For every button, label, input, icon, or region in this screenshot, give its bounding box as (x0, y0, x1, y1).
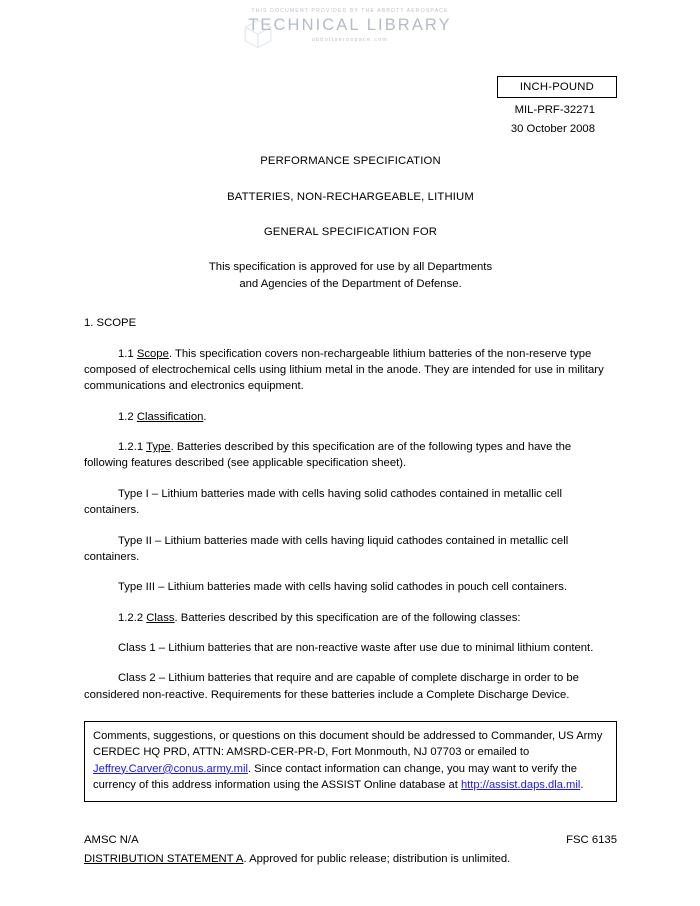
distribution-statement (84, 851, 617, 868)
watermark-top-line: THIS DOCUMENT PROVIDED BY THE ABBOTT AEROSPACE (251, 8, 449, 14)
comments-box (84, 721, 617, 801)
title-general-specification: GENERAL SPECIFICATION FOR (263, 225, 438, 238)
para-1-2-1-term: Type (146, 441, 171, 453)
para-1-2-2-number: 1.2.2 (118, 611, 147, 624)
title-subject: BATTERIES, NON-RECHARGEABLE, LITHIUM (227, 190, 474, 203)
paragraph-type-3: Type III – Lithium batteries made with cells having solid cathodes in pouch cell containers. (118, 581, 567, 594)
paragraph-type-2: Type II – Lithium batteries made with cells having liquid cathodes contained in metallic cell containers. (84, 534, 569, 563)
document-body (84, 76, 617, 802)
para-1-2-number: 1.2 (118, 410, 137, 423)
approval-statement (84, 259, 617, 293)
para-1-1-text: . This specification covers non-rechargeable lithium batteries of the non-reserve type composed of electrochemical cells using lithium metal in the anode. They are intended for use in military communications and electronics equipment. (84, 347, 604, 393)
cube-logo-icon (240, 17, 276, 51)
watermark-url: abbottaerospace.com (311, 36, 389, 43)
paragraph-class-2: Class 2 – Lithium batteries that require and are capable of complete discharge in order to be considered non-reactive. Requirements for these batteries include a Complete Discharge Device. (84, 672, 579, 701)
paragraph-1-2-2 (84, 610, 617, 626)
inch-pound-label: INCH-POUND (497, 76, 617, 98)
distribution-statement-text: . Approved for public release; distribution is unlimited. (243, 852, 511, 865)
para-1-2-1-text: . Batteries described by this specification are of the following types and have the following features described (see applicable specification sheet). (84, 441, 572, 470)
spec-number: MIL-PRF-32271 (514, 104, 595, 117)
approval-line-1: This specification is approved for use by all Departments (208, 261, 493, 274)
amsc-label: AMSC N/A (84, 834, 139, 846)
assist-url-link[interactable]: http://assist.daps.dla.mil (460, 779, 581, 792)
para-1-2-term: Classification (136, 410, 204, 423)
para-1-1-term: Scope (136, 347, 169, 360)
comments-text-3: . (580, 779, 584, 792)
approval-line-2: and Agencies of the Department of Defense. (239, 278, 462, 291)
para-1-2-2-text: . Batteries described by this specification are of the following classes: (174, 611, 521, 624)
para-1-2-text: . (203, 410, 207, 423)
watermark-banner (0, 0, 700, 52)
paragraph-class-1: Class 1 – Lithium batteries that are non-reactive waste after use due to minimal lithium content. (118, 642, 594, 654)
watermark-title: TECHNICAL LIBRARY (248, 15, 452, 34)
title-performance-specification: PERFORMANCE SPECIFICATION (260, 155, 441, 168)
paragraph-1-2-1 (84, 439, 617, 472)
comments-text-1: Comments, suggestions, or questions on this document should be addressed to Commander, US Army CERDEC HQ PRD, ATTN: AMSRD-CER-PR-D, Fort Monmouth, NJ 07703 or emailed to (93, 730, 603, 759)
section-1-heading: 1. SCOPE (84, 317, 137, 330)
paragraph-type-1: Type I – Lithium batteries made with cells having solid cathodes contained in metallic cell containers. (84, 487, 562, 517)
paragraph-1-1 (84, 346, 617, 395)
paragraph-1-2 (84, 409, 617, 425)
identification-block (84, 76, 617, 137)
comments-text-2: . Since contact information can change, you may want to verify the currency of this address information using the ASSIST Online database at (93, 762, 577, 792)
para-1-2-1-number: 1.2.1 (118, 441, 147, 453)
distribution-statement-title: DISTRIBUTION STATEMENT A (84, 852, 244, 865)
para-1-2-2-term: Class (146, 611, 175, 624)
para-1-1-number: 1.1 (118, 347, 137, 360)
fsc-label: FSC 6135 (566, 834, 617, 846)
spec-date: 30 October 2008 (510, 122, 595, 135)
email-link[interactable]: Jeffrey.Carver@conus.army.mil (93, 762, 248, 775)
page-footer (84, 832, 617, 868)
